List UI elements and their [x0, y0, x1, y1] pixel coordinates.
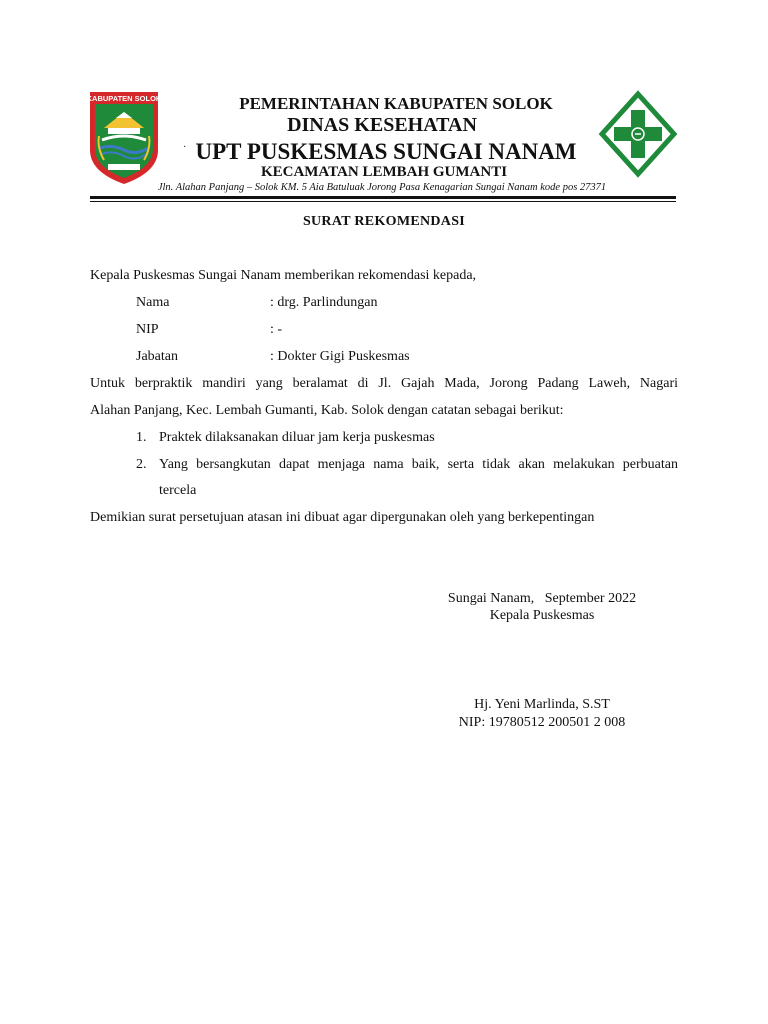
letterhead-department: DINAS KESEHATAN [287, 114, 477, 136]
intro-text: Kepala Puskesmas Sungai Nanam memberikan rekomendasi kepada, [90, 268, 477, 283]
field-value-jabatan: : Dokter Gigi Puskesmas [270, 349, 410, 364]
note-number-2: 2. [136, 457, 147, 472]
letterhead-government: PEMERINTAHAN KABUPATEN SOLOK [239, 94, 553, 113]
field-label-nama: Nama [136, 295, 170, 310]
signatory-nip: NIP: 19780512 200501 2 008 [458, 715, 626, 730]
letterhead-district: KECAMATAN LEMBAH GUMANTI [260, 164, 508, 180]
note-text-2-line-2: tercela [159, 483, 197, 498]
letterhead-institution: UPT PUSKESMAS SUNGAI NANAM [195, 139, 577, 164]
signature-place-date: Sungai Nanam, September 2022 [447, 591, 637, 606]
stray-dot: · [183, 142, 187, 153]
note-number-1: 1. [136, 430, 147, 445]
letterhead-divider-thin [90, 201, 676, 202]
field-value-nama: : drg. Parlindungan [270, 295, 378, 310]
field-label-nip: NIP [136, 322, 159, 337]
note-text-1: Praktek dilaksanakan diluar jam kerja puskesmas [159, 430, 435, 445]
field-label-jabatan: Jabatan [136, 349, 178, 364]
closing-text: Demikian surat persetujuan atasan ini dibuat agar dipergunakan oleh yang berkepentingan [90, 510, 595, 525]
signature-position: Kepala Puskesmas [489, 608, 595, 623]
note-text-2-line-1: Yang bersangkutan dapat menjaga nama baik, serta tidak akan melakukan perbuatan [159, 457, 678, 472]
purpose-line-1: Untuk berpraktik mandiri yang beralamat di Jl. Gajah Mada, Jorong Padang Laweh, Nagari [90, 376, 678, 391]
field-value-nip: : - [270, 322, 283, 337]
left-logo-label: KABUPATEN SOLOK [86, 94, 162, 103]
letterhead-address: Jln. Alahan Panjang – Solok KM. 5 Aia Batuluak Jorong Pasa Kenagarian Sungai Nanam kode pos 27371 [157, 182, 607, 193]
document-title: SURAT REKOMENDASI [302, 214, 466, 229]
purpose-line-2: Alahan Panjang, Kec. Lembah Gumanti, Kab. Solok dengan catatan sebagai berikut: [90, 403, 564, 418]
letterhead-divider [90, 196, 676, 199]
signatory-name: Hj. Yeni Marlinda, S.ST [474, 697, 610, 712]
